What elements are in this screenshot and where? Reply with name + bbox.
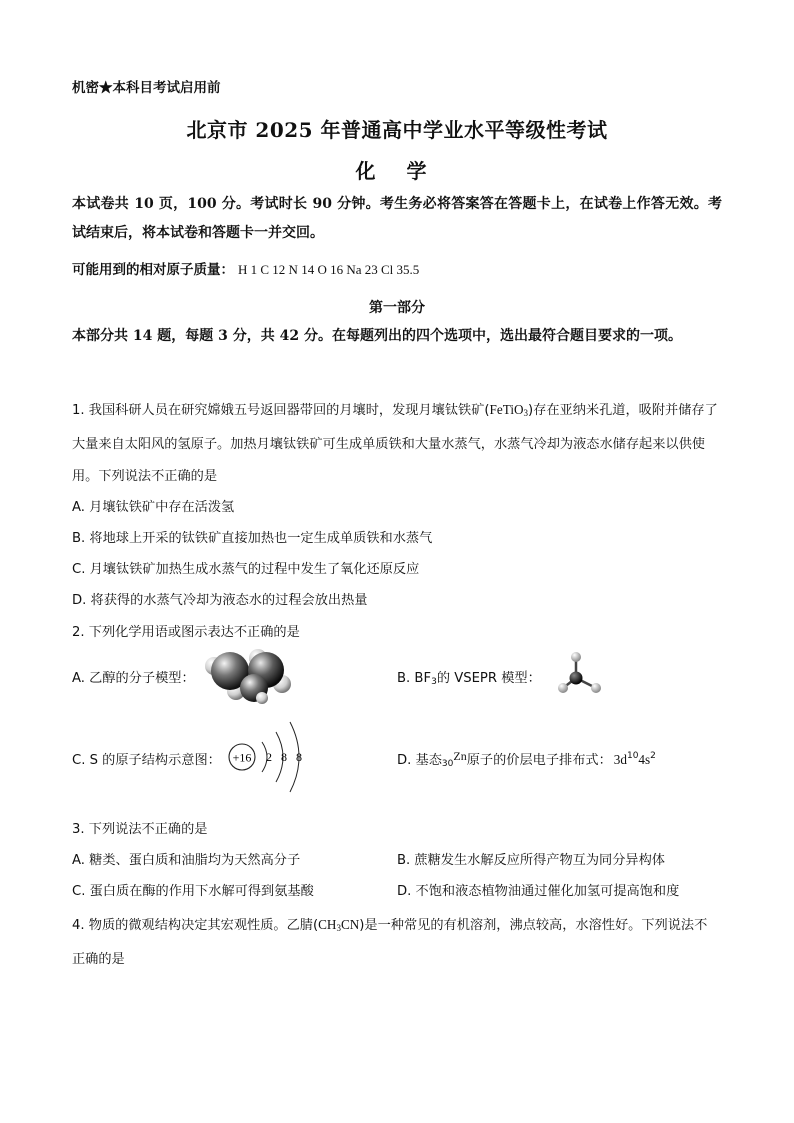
atomic-mass-values: H 1 C 12 N 14 O 16 Na 23 Cl 35.5 xyxy=(238,262,420,277)
fluorine-atom xyxy=(591,683,601,693)
part-one-title: 第一部分 xyxy=(369,300,425,316)
atomic-mass-line xyxy=(72,258,419,278)
q2-d-config-a-sup: 10 xyxy=(626,751,639,761)
q1-formula xyxy=(490,402,528,417)
q2-option-c: C. S 的原子结构示意图： xyxy=(72,753,221,768)
q2-b-prefix: B. BF xyxy=(397,671,432,686)
shell-1-electrons: 2 xyxy=(266,750,272,764)
fluorine-atom xyxy=(571,652,581,662)
q1-stem-part-a: 1. 我国科研人员在研究嫦娥五号返回器带回的月壤时，发现月壤钛铁矿( xyxy=(72,403,490,418)
atomic-mass-label: 可能用到的相对原子质量： xyxy=(72,262,234,278)
question-2-stem: 2. 下列化学用语或图示表达不正确的是 xyxy=(72,625,300,640)
q2-option-d xyxy=(397,749,656,769)
confidential-note: 机密★本科目考试启用前 xyxy=(72,80,221,96)
q3-option-d: D. 不饱和液态植物油通过催化加氢可提高饱和度 xyxy=(397,884,680,899)
q2-b-sub: 3 xyxy=(431,677,437,687)
q3-option-b: B. 蔗糖发生水解反应所得产物互为同分异构体 xyxy=(397,853,665,868)
q4-stem-part-a: 4. 物质的微观结构决定其宏观性质。乙腈( xyxy=(72,918,319,933)
q4-formula-a: CH xyxy=(318,917,337,932)
question-4-stem xyxy=(72,909,720,976)
q1-formula-sub: 3 xyxy=(523,408,529,418)
q2-b-suffix: 的 VSEPR 模型： xyxy=(436,671,541,686)
exam-title: 北京市 2025 年普通高中学业水平等级性考试 xyxy=(186,118,608,142)
q3-option-a: A. 糖类、蛋白质和油脂均为天然高分子 xyxy=(72,853,301,868)
q1-formula-main: FeTiO xyxy=(489,402,524,417)
boron-atom xyxy=(570,672,583,685)
q1-stem-part-b: )存在亚纳米孔道，吸附并储存了大量来自太阳风的氢原子。加热月壤钛铁矿可生成单质铁和大量水蒸气，水蒸气冷却为液态水储存起来以供使用。下列说法不正确的是 xyxy=(72,403,718,484)
q4-formula-sub: 3 xyxy=(336,923,341,933)
q2-d-config-a: 3d xyxy=(613,752,627,767)
q2-d-config-b: 4s xyxy=(638,752,651,767)
q2-option-a: A. 乙醇的分子模型： xyxy=(72,671,195,686)
q1-option-d: D. 将获得的水蒸气冷却为液态水的过程会放出热量 xyxy=(72,593,368,608)
q1-option-b: B. 将地球上开采的钛铁矿直接加热也一定生成单质铁和水蒸气 xyxy=(72,531,433,546)
q2-option-b xyxy=(397,667,541,687)
subject-title: 化 学 xyxy=(355,159,439,183)
shell-3-electrons: 8 xyxy=(296,750,302,764)
q1-option-a: A. 月壤钛铁矿中存在活泼氢 xyxy=(72,500,235,515)
q2-d-prefix: D. 基态 xyxy=(397,753,442,768)
nucleus-charge: +16 xyxy=(232,750,252,765)
shell-2-electrons: 8 xyxy=(281,750,287,764)
part-one-description: 本部分共 14 题，每题 3 分，共 42 分。在每题列出的四个选项中，选出最符合题目要求的一项。 xyxy=(72,328,682,344)
q2-d-sub: 30 xyxy=(441,759,454,769)
q2-d-config-b-sup: 2 xyxy=(650,751,656,761)
fluorine-atom xyxy=(558,683,568,693)
q1-option-c: C. 月壤钛铁矿加热生成水蒸气的过程中发生了氧化还原反应 xyxy=(72,562,420,577)
q4-formula xyxy=(318,917,359,932)
q2-d-element: Zn xyxy=(453,749,467,763)
q4-formula-b: CN xyxy=(340,917,360,932)
q4-stem-part-b: )是一种常见的有机溶剂，沸点较高，水溶性好。下列说法不正确的是 xyxy=(72,918,708,967)
exam-instructions: 本试卷共 10 页，100 分。考试时长 90 分钟。考生务必将答案答在答题卡上，在试卷上作答无效。考试结束后，将本试卷和答题卡一并交回。 xyxy=(72,196,722,241)
question-1-stem xyxy=(72,394,720,493)
q2-d-mid: 原子的价层电子排布式： xyxy=(466,753,612,768)
ethanol-molecule-model xyxy=(200,644,296,704)
sulfur-atom-structure-diagram xyxy=(226,712,316,802)
q3-option-c: C. 蛋白质在酶的作用下水解可得到氨基酸 xyxy=(72,884,314,899)
hydrogen-atom xyxy=(256,692,268,704)
question-3-stem: 3. 下列说法不正确的是 xyxy=(72,822,208,837)
bf3-vsepr-model xyxy=(558,650,608,696)
